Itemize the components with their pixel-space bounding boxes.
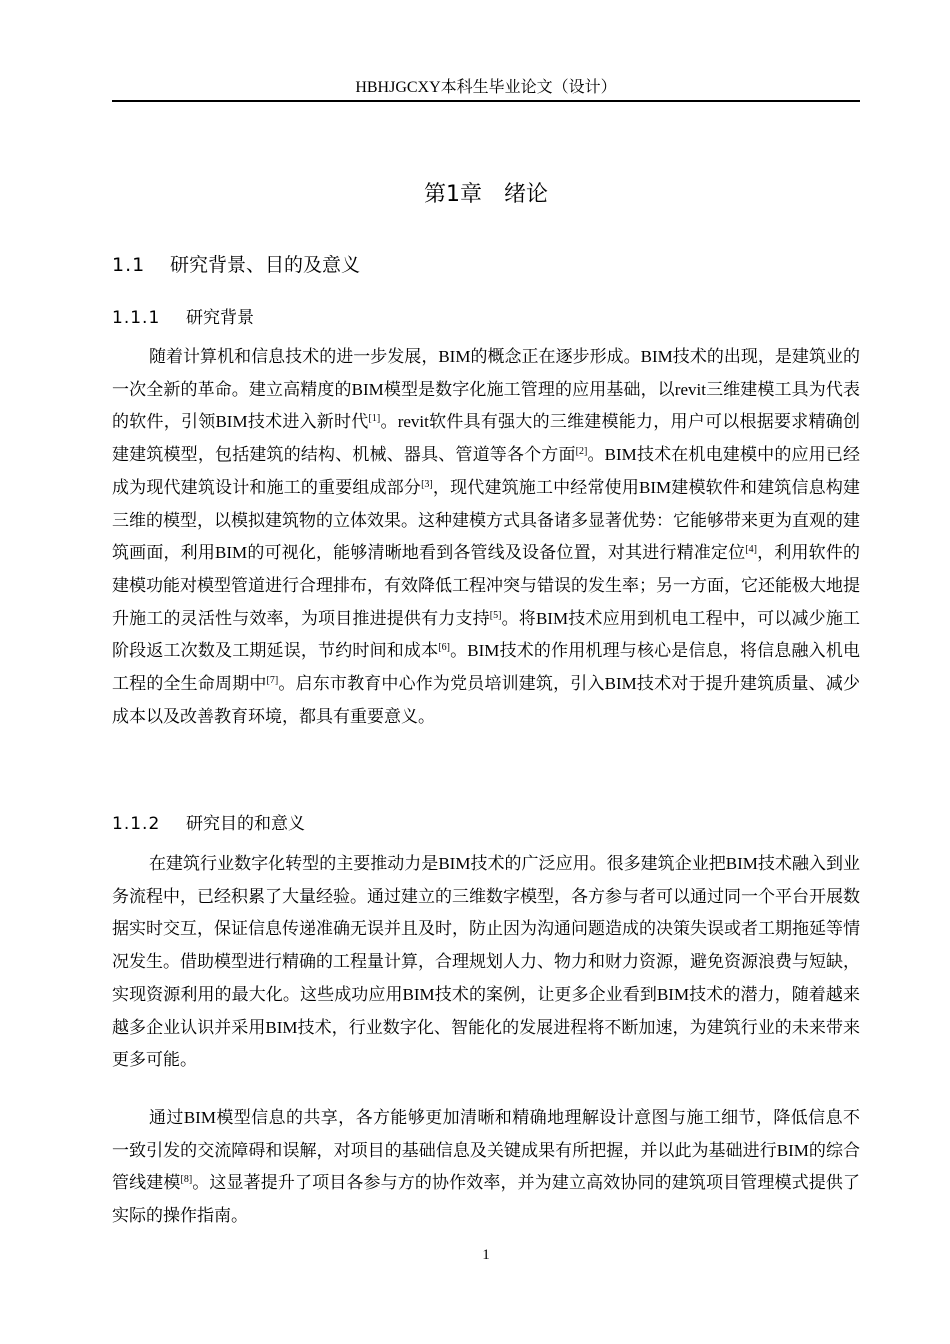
paragraph-purpose-significance: 在建筑行业数字化转型的主要推动力是BIM技术的广泛应用。很多建筑企业把BIM技术融入到业务流程中，已经积累了大量经验。通过建立的三维数字模型，各方参与者可以通过同一个平台开展数据实时交互，保证信息传递准确无误并且及时，防止因为沟通问题造成的决策失误或者工期拖延等情况发生。借助模型进行精确的工程量计算，合理规划人力、物力和财力资源，避免资源浪费与短缺，实现资源利用的最大化。这些成功应用BIM技术的案例，让更多企业看到BIM技术的潜力，随着越来越多企业认识并采用BIM技术，行业数字化、智能化的发展进程将不断加速，为建筑行业的未来带来更多可能。 (112, 854, 860, 1070)
section-title: 研究背景 (186, 308, 254, 328)
section-heading-1-1-2 (112, 812, 305, 836)
section-title: 研究目的和意义 (186, 814, 305, 834)
header-rule (112, 100, 860, 102)
citation-ref: [7] (266, 675, 279, 687)
citation-ref: [1] (368, 413, 381, 425)
chapter-name: 绪论 (503, 182, 548, 207)
citation-ref: [5] (489, 609, 502, 621)
citation-ref: [6] (438, 642, 450, 654)
page-header: HBHJGCXY本科生毕业论文（设计） (355, 79, 617, 96)
chapter-title (112, 180, 860, 210)
citation-ref: [3] (421, 478, 433, 490)
citation-ref: [8] (180, 1174, 193, 1186)
section-heading-1-1 (112, 252, 360, 278)
section-number: 1.1 (112, 254, 146, 276)
section-heading-1-1-1 (112, 306, 254, 330)
paragraph-research-background: 随着计算机和信息技术的进一步发展，BIM的概念正在逐步形成。BIM技术的出现，是建筑业的一次全新的革命。建立高精度的BIM模型是数字化施工管理的应用基础，以revit三维建模工具为代表的软件，引领BIM技术进入新时代[1]。revit软件具有强大的三维建模能力，用户可以根据要求精确创建建筑模型，包括建筑的结构、机械、器具、管道等各个方面[2]。BIM技术在机电建模中的应用已经成为现代建筑设计和施工的重要组成部分[3]，现代建筑施工中经常使用BIM建模软件和建筑信息构建三维的模型，以模拟建筑物的立体效果。这种建模方式具备诸多显著优势：它能够带来更为直观的建筑画面，利用BIM的可视化，能够清晰地看到各管线及设备位置，对其进行精准定位[4]，利用软件的建模功能对模型管道进行合理排布，有效降低工程冲突与错误的发生率；另一方面，它还能极大地提升施工的灵活性与效率，为项目推进提供有力支持[5]。将BIM技术应用到机电工程中，可以减少施工阶段返工次数及工期延误，节约时间和成本[6]。BIM技术的作用机理与核心是信息，将信息融入机电工程的全生命周期中[7]。启东市教育中心作为党员培训建筑，引入BIM技术对于提升建筑质量、减少成本以及改善教育环境，都具有重要意义。 (112, 347, 861, 726)
citation-ref: [4] (745, 544, 757, 556)
section-title: 研究背景、目的及意义 (170, 254, 361, 276)
chapter-number: 第1章 (423, 182, 482, 207)
section-number: 1.1.1 (112, 308, 161, 328)
section-number: 1.1.2 (112, 814, 161, 834)
page-number: 1 (482, 1247, 490, 1263)
citation-ref: [2] (575, 446, 588, 458)
paragraph-model-sharing: 通过BIM模型信息的共享，各方能够更加清晰和精确地理解设计意图与施工细节，降低信息不一致引发的交流障碍和误解，对项目的基础信息及关键成果有所把握，并以此为基础进行BIM的综合管线建模[8]。这显著提升了项目各参与方的协作效率，并为建立高效协同的建筑项目管理模式提供了实际的操作指南。 (112, 1108, 861, 1226)
